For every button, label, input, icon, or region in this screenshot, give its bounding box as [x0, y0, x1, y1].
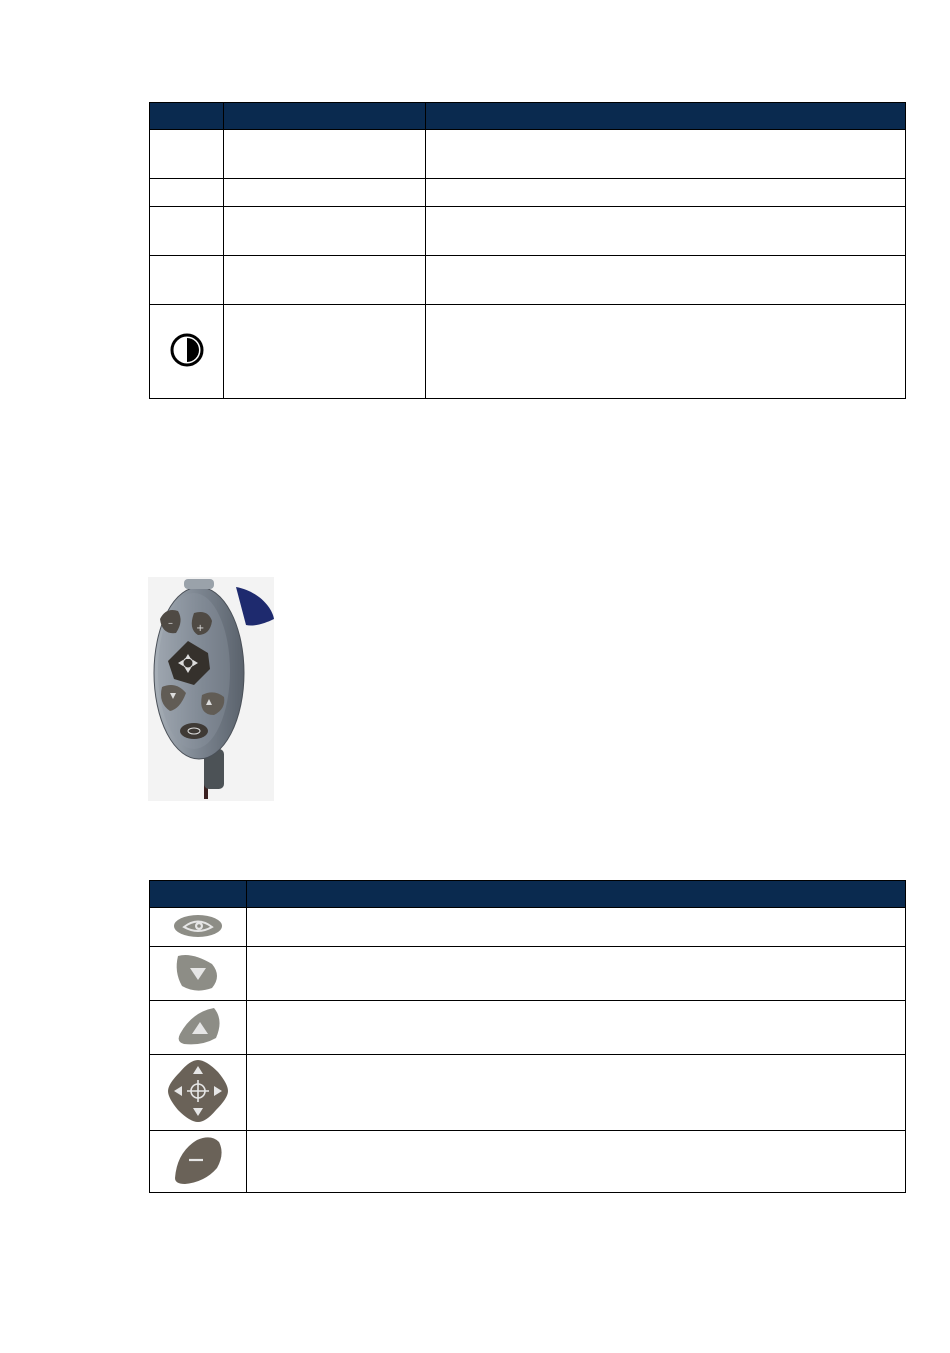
table-row	[150, 305, 906, 399]
icon-cell	[150, 1055, 247, 1131]
direction-pad-icon	[166, 1058, 230, 1124]
table-row	[150, 1055, 906, 1131]
name-cell	[224, 207, 426, 256]
icon-cell	[150, 179, 224, 207]
icon-cell	[150, 207, 224, 256]
name-cell	[224, 256, 426, 305]
description-cell	[247, 947, 906, 1001]
svg-text:+: +	[196, 623, 205, 634]
down-arrow-button-icon	[172, 950, 224, 994]
table-row	[150, 130, 906, 179]
table-row	[150, 908, 906, 947]
table-row	[150, 256, 906, 305]
icon-cell	[150, 1131, 247, 1193]
table-row	[150, 1001, 906, 1055]
table-row	[150, 1131, 906, 1193]
header-cell	[426, 103, 906, 130]
description-cell	[426, 256, 906, 305]
name-cell	[224, 305, 426, 399]
table-row	[150, 947, 906, 1001]
name-cell	[224, 179, 426, 207]
description-cell	[247, 908, 906, 947]
table-header-row	[150, 103, 906, 130]
icon-cell	[150, 1001, 247, 1055]
button-table	[149, 880, 906, 1193]
name-cell	[224, 130, 426, 179]
description-cell	[247, 1001, 906, 1055]
header-cell	[150, 881, 247, 908]
header-cell	[247, 881, 906, 908]
icon-cell	[150, 908, 247, 947]
minus-button-icon	[171, 1134, 225, 1186]
description-cell	[426, 207, 906, 256]
feature-table	[149, 102, 906, 399]
contrast-icon	[169, 332, 205, 368]
table-header-row	[150, 881, 906, 908]
description-cell	[247, 1055, 906, 1131]
icon-cell	[150, 947, 247, 1001]
description-cell	[247, 1131, 906, 1193]
description-cell	[426, 130, 906, 179]
icon-cell	[150, 130, 224, 179]
icon-cell	[150, 256, 224, 305]
header-cell	[150, 103, 224, 130]
description-cell	[426, 305, 906, 399]
eye-button-icon	[172, 913, 224, 939]
table-row	[150, 179, 906, 207]
table-row	[150, 207, 906, 256]
handheld-remote-control-image	[148, 577, 274, 801]
up-arrow-button-icon	[172, 1004, 224, 1048]
svg-text:–: –	[168, 618, 173, 629]
icon-cell	[150, 305, 224, 399]
description-cell	[426, 179, 906, 207]
header-cell	[224, 103, 426, 130]
